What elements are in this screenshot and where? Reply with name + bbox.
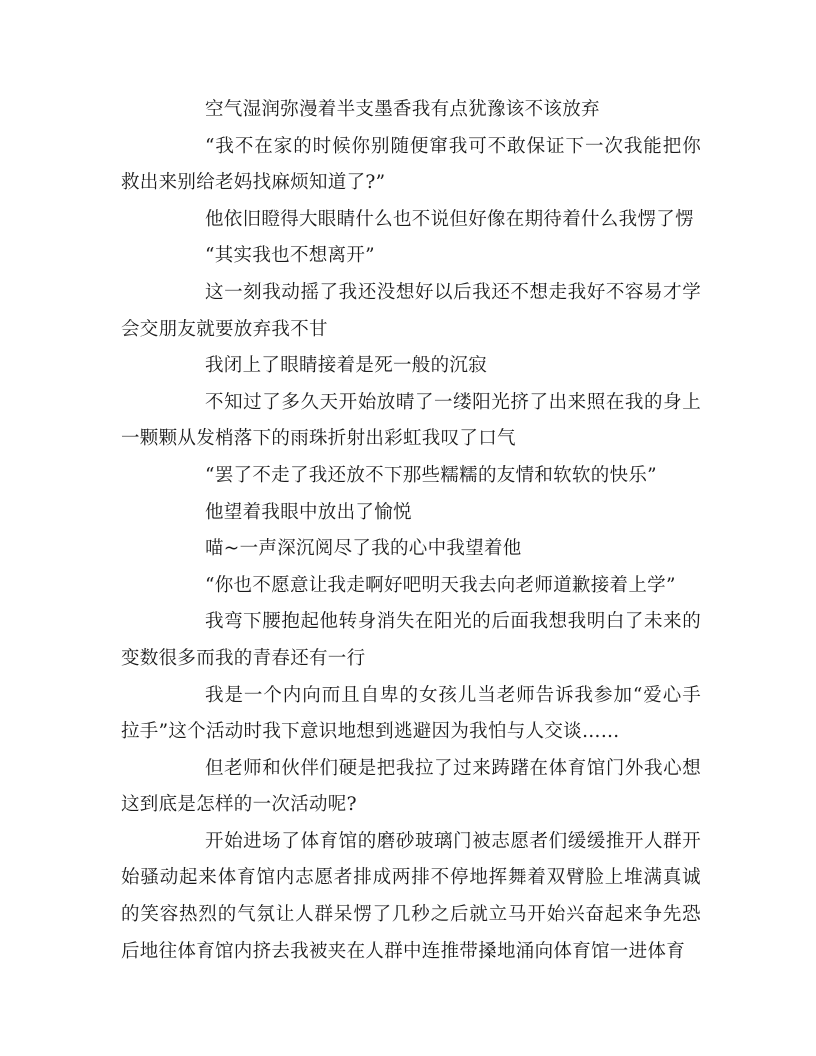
paragraph-13: 我是一个内向而且自卑的女孩儿当老师告诉我参加“爱心手拉手”这个活动时我下意识地想到逃避因为我怕与人交谈…… [121, 684, 701, 743]
paragraph-1: 空气湿润弥漫着半支墨香我有点犹豫该不该放弃 [205, 99, 600, 120]
paragraph-9: 他望着我眼中放出了愉悦 [205, 501, 412, 523]
paragraph-4: “其实我也不想离开” [205, 245, 375, 267]
paragraph-7: 不知过了多久天开始放晴了一缕阳光挤了出来照在我的身上一颗颗从发梢落下的雨珠折射出彩虹我叹了口气 [121, 391, 701, 450]
paragraph-15: 开始进场了体育馆的磨砂玻璃门被志愿者们缓缓推开人群开始骚动起来体育馆内志愿者排成两排不停地挥舞着双臂脸上堆满真诚的笑容热烈的气氛让人群呆愣了几秒之后就立马开始兴奋起来争先恐后地往体育馆内挤去我被夹在人群中连推带搡地涌向体育馆一进体育 [121, 830, 701, 962]
paragraph-3: 他依旧瞪得大眼睛什么也不说但好像在期待着什么我愣了愣 [205, 208, 694, 230]
paragraph-11: “你也不愿意让我走啊好吧明天我去向老师道歉接着上学” [205, 574, 676, 596]
paragraph-12: 我弯下腰抱起他转身消失在阳光的后面我想我明白了未来的变数很多而我的青春还有一行 [121, 611, 701, 669]
paragraph-10: 喵~一声深沉阅尽了我的心中我望着他 [205, 538, 522, 560]
document-body [121, 92, 701, 970]
paragraph-2: “我不在家的时候你别随便窜我可不敢保证下一次我能把你救出来别给老妈找麻烦知道了?” [121, 135, 701, 194]
paragraph-8: “罢了不走了我还放不下那些糯糯的友情和软软的快乐” [205, 464, 657, 486]
paragraph-14: 但老师和伙伴们硬是把我拉了过来踌躇在体育馆门外我心想这到底是怎样的一次活动呢? [121, 757, 701, 816]
paragraph-5: 这一刻我动摇了我还没想好以后我还不想走我好不容易才学会交朋友就要放弃我不甘 [121, 281, 701, 340]
paragraph-6: 我闭上了眼睛接着是死一般的沉寂 [205, 355, 488, 377]
